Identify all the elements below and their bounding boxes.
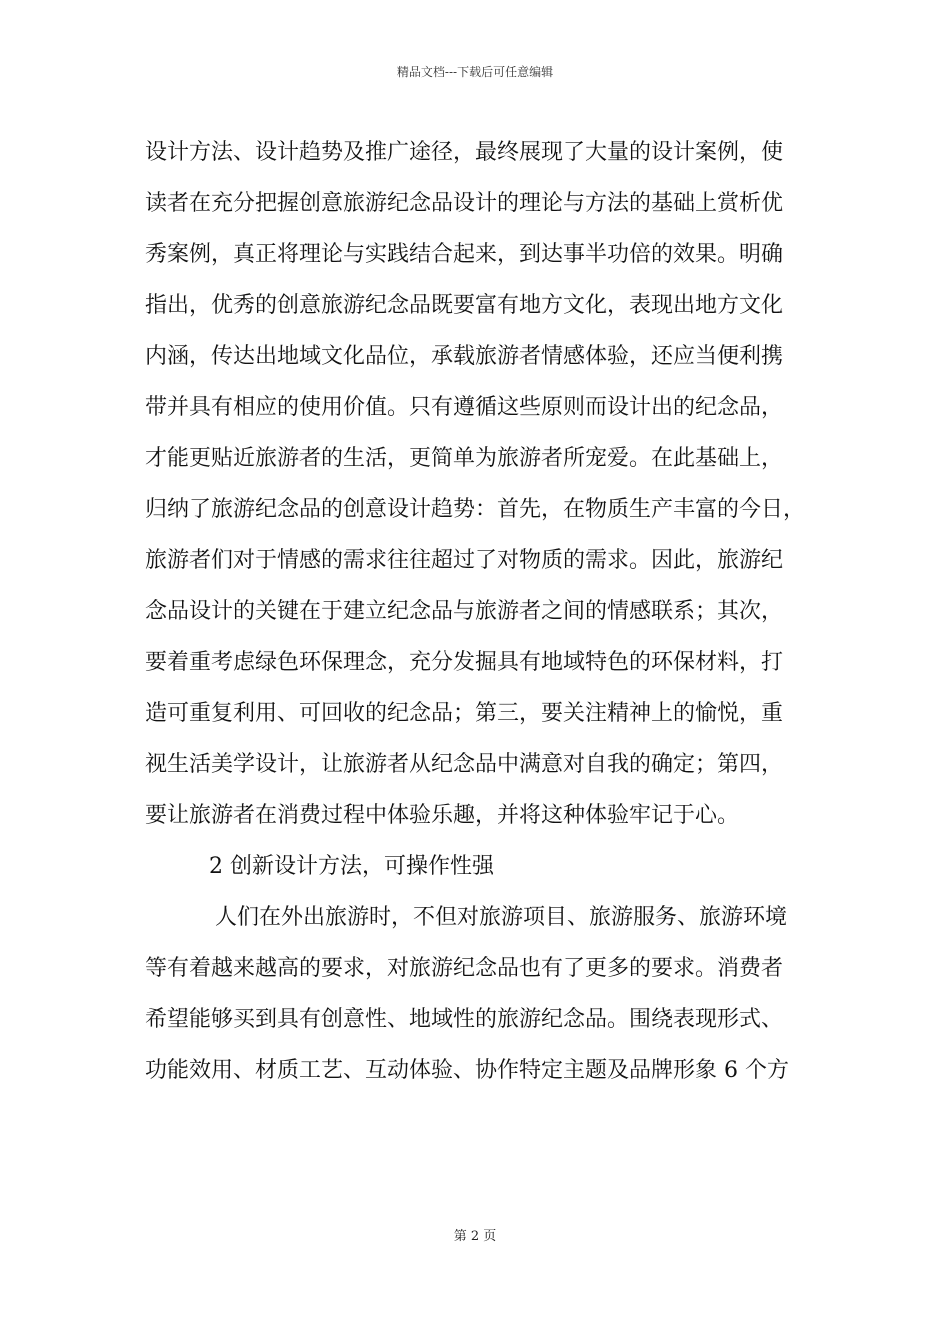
paragraph-line: 要着重考虑绿色环保理念，充分发掘具有地域特色的环保材料，打 [145,650,784,675]
paragraph-line: 念品设计的关键在于建立纪念品与旅游者之间的情感联系；其次， [145,599,784,624]
paragraph-line: 功能效用、材质工艺、互动体验、协作特定主题及品牌形象 6 个方 [145,1058,789,1083]
paragraph-line: 归纳了旅游纪念品的创意设计趋势：首先，在物质生产丰富的今日， [145,497,806,522]
paragraph-line: 读者在充分把握创意旅游纪念品设计的理论与方法的基础上赏析优 [145,191,784,216]
paragraph-line: 设计方法、设计趋势及推广途径，最终展现了大量的设计案例，使 [145,140,784,165]
page-header: 精品文档---下载后可任意编辑 [396,65,554,79]
paragraph-line: 才能更贴近旅游者的生活，更简单为旅游者所宠爱。在此基础上， [145,446,784,471]
paragraph-line: 内涵，传达出地域文化品位，承载旅游者情感体验，还应当便利携 [145,344,784,369]
paragraph-line: 人们在外出旅游时，不但对旅游项目、旅游服务、旅游环境 [215,905,788,930]
paragraph-line: 希望能够买到具有创意性、地域性的旅游纪念品。围绕表现形式、 [145,1007,784,1032]
paragraph-line: 要让旅游者在消费过程中体验乐趣，并将这种体验牢记于心。 [145,803,740,828]
document-body [145,135,820,1104]
page-number: 第 2 页 [453,1229,497,1244]
section-heading: 2 创新设计方法，可操作性强 [209,854,494,879]
paragraph-line: 旅游者们对于情感的需求往往超过了对物质的需求。因此，旅游纪 [145,548,784,573]
paragraph-line: 秀案例，真正将理论与实践结合起来，到达事半功倍的效果。明确 [145,242,784,267]
paragraph-line: 等有着越来越高的要求，对旅游纪念品也有了更多的要求。消费者 [145,956,784,981]
paragraph-line: 指出，优秀的创意旅游纪念品既要富有地方文化，表现出地方文化 [145,293,784,318]
paragraph-line: 造可重复利用、可回收的纪念品；第三，要关注精神上的愉悦，重 [145,701,784,726]
paragraph-line: 视生活美学设计，让旅游者从纪念品中满意对自我的确定；第四， [145,752,784,777]
paragraph-line: 带并具有相应的使用价值。只有遵循这些原则而设计出的纪念品， [145,395,784,420]
